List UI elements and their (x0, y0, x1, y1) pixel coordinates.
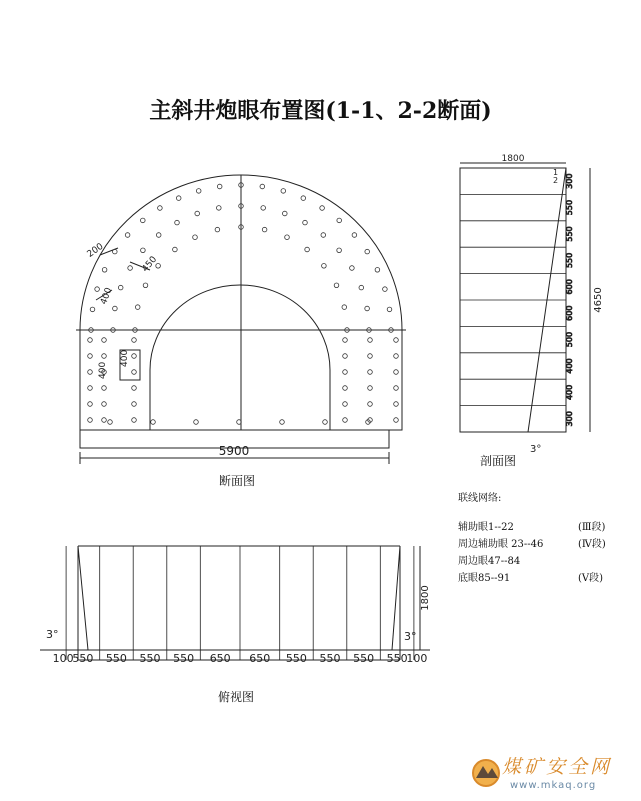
blast-hole (193, 235, 198, 240)
section-inner-outline (150, 285, 330, 430)
blast-hole (281, 189, 286, 194)
profile-row-label: 600 (565, 305, 574, 321)
floor-hole (280, 420, 285, 425)
plan-bottom-label: 550 (105, 652, 127, 665)
blast-hole (337, 218, 342, 223)
section-width-label: 5900 (218, 444, 250, 458)
profile-small-label-1: 1 (553, 168, 559, 177)
floor-hole (194, 420, 199, 425)
blast-hole (113, 249, 118, 254)
plan-bottom-label: 550 (319, 652, 341, 665)
blast-hole (359, 285, 364, 290)
blast-hole (383, 287, 388, 292)
blast-hole (125, 233, 130, 238)
plan-bottom-label: 550 (285, 652, 307, 665)
blast-hole (303, 220, 308, 225)
blast-hole (135, 305, 140, 310)
legend-row: 周边辅助眼 23--46 (Ⅳ段) (458, 539, 606, 550)
plan-columns (66, 546, 414, 660)
blast-hole (305, 247, 310, 252)
blast-hole (215, 227, 220, 232)
blast-hole (132, 354, 137, 359)
blast-hole (88, 338, 93, 343)
profile-row-label: 300 (565, 173, 574, 189)
blast-hole (173, 247, 178, 252)
blast-hole (262, 227, 267, 232)
blast-hole (118, 285, 123, 290)
blast-hole (88, 354, 93, 359)
blast-hole (196, 189, 201, 194)
blast-hole (90, 307, 95, 312)
dim-label-400c: 400 (120, 349, 130, 367)
plan-bottom-label: 550 (139, 652, 161, 665)
dim-label-450: 450 (140, 254, 160, 275)
blast-hole (322, 264, 327, 269)
profile-rows (460, 174, 574, 427)
blast-hole (88, 370, 93, 375)
plan-caption: 俯视图 (218, 690, 255, 704)
blast-hole (321, 233, 326, 238)
blast-hole (95, 287, 100, 292)
plan-bottom-label: 650 (209, 652, 231, 665)
floor-hole (151, 420, 156, 425)
profile-height-label: 4650 (593, 287, 604, 313)
blast-hole (102, 268, 107, 273)
blast-hole (352, 233, 357, 238)
dim-label-400a: 400 (99, 286, 115, 307)
blast-hole (141, 218, 146, 223)
blast-hole (102, 418, 107, 423)
blast-holes (85, 183, 399, 425)
blast-hole (261, 206, 266, 211)
blast-hole (368, 338, 373, 343)
blast-hole (175, 220, 180, 225)
profile-row-label: 550 (565, 252, 574, 269)
profile-small-label-2: 2 (553, 176, 559, 185)
blast-hole (132, 386, 137, 391)
blast-hole (132, 338, 137, 343)
blast-hole (343, 354, 348, 359)
blast-hole (394, 386, 399, 391)
plan-bottom-label: 100 (52, 652, 74, 665)
plan-bottom-label: 550 (72, 652, 94, 665)
blast-hole (158, 206, 163, 211)
plan-bottom-label: 550 (173, 652, 195, 665)
profile-row-label: 300 (565, 411, 574, 427)
profile-row-label: 600 (565, 279, 574, 295)
plan-angle-left: 3° (46, 628, 59, 641)
plan-angle-right: 3° (404, 630, 417, 643)
blast-hole (88, 418, 93, 423)
blast-hole (343, 338, 348, 343)
blast-hole (176, 196, 181, 201)
blast-hole (368, 354, 373, 359)
profile-row-label: 550 (565, 226, 574, 242)
blast-hole (394, 370, 399, 375)
floor-hole (323, 420, 328, 425)
blast-hole (368, 386, 373, 391)
blast-hole (350, 266, 355, 271)
legend (458, 490, 606, 587)
blast-hole (128, 266, 133, 271)
blast-hole (375, 268, 380, 273)
profile-caption: 剖面图 (480, 454, 517, 468)
blast-hole (334, 283, 339, 288)
blast-hole (102, 402, 107, 407)
dim-label-200: 200 (85, 241, 106, 260)
blast-hole (88, 402, 93, 407)
watermark-url: www.mkaq.org (510, 780, 597, 791)
blast-hole (368, 402, 373, 407)
plan-bottom-label: 550 (353, 652, 375, 665)
watermark-text: 煤矿安全网 (502, 756, 613, 778)
blast-hole (113, 306, 118, 311)
legend-row: 辅助眼1--22 (Ⅲ段) (458, 522, 606, 533)
blast-hole (343, 386, 348, 391)
profile-angle-label: 3° (530, 444, 542, 455)
legend-row: 周边眼47--84 (458, 556, 521, 567)
plan-bottom-label: 100 (406, 652, 428, 665)
blast-hole (365, 249, 370, 254)
floor-hole (108, 420, 113, 425)
blast-hole (143, 283, 148, 288)
blast-hole (132, 402, 137, 407)
blast-hole (132, 370, 137, 375)
blast-hole (368, 370, 373, 375)
blast-hole (156, 264, 161, 269)
blast-hole (102, 338, 107, 343)
blast-hole (88, 386, 93, 391)
blast-hole (394, 402, 399, 407)
dim-label-400b: 400 (98, 361, 108, 379)
plan-view (40, 546, 430, 660)
plan-height-label: 1800 (420, 585, 431, 611)
page-title: 主斜井炮眼布置图(1-1、2-2断面) (149, 98, 492, 124)
blast-hole (394, 418, 399, 423)
blast-hole (156, 233, 161, 238)
blast-hole (102, 354, 107, 359)
blast-hole (283, 211, 288, 216)
profile-row-label: 550 (565, 199, 574, 216)
blast-hole (320, 206, 325, 211)
blast-hole (394, 338, 399, 343)
plan-bottom-label: 550 (386, 652, 408, 665)
section-caption: 断面图 (219, 474, 256, 488)
blast-hole (102, 386, 107, 391)
legend-header: 联线网络: (458, 493, 502, 504)
blast-hole (301, 196, 306, 201)
blast-hole (141, 248, 146, 253)
blast-hole (387, 307, 392, 312)
profile-row-label: 400 (565, 384, 574, 401)
blast-hole (337, 248, 342, 253)
profile-row-label: 500 (565, 331, 574, 348)
blast-hole (343, 418, 348, 423)
blast-hole (260, 184, 265, 189)
legend-row: 底眼85--91 (Ⅴ段) (458, 573, 604, 584)
blast-hole (394, 354, 399, 359)
blast-hole (217, 206, 222, 211)
profile-top-label: 1800 (501, 154, 525, 164)
blast-hole (342, 305, 347, 310)
plan-bottom-label: 650 (249, 652, 271, 665)
blast-hole (132, 418, 137, 423)
blast-hole (285, 235, 290, 240)
blast-hole (343, 402, 348, 407)
blast-hole (195, 211, 200, 216)
blast-hole (217, 184, 222, 189)
profile-row-label: 400 (565, 358, 574, 374)
blast-hole (365, 306, 370, 311)
blast-hole (343, 370, 348, 375)
